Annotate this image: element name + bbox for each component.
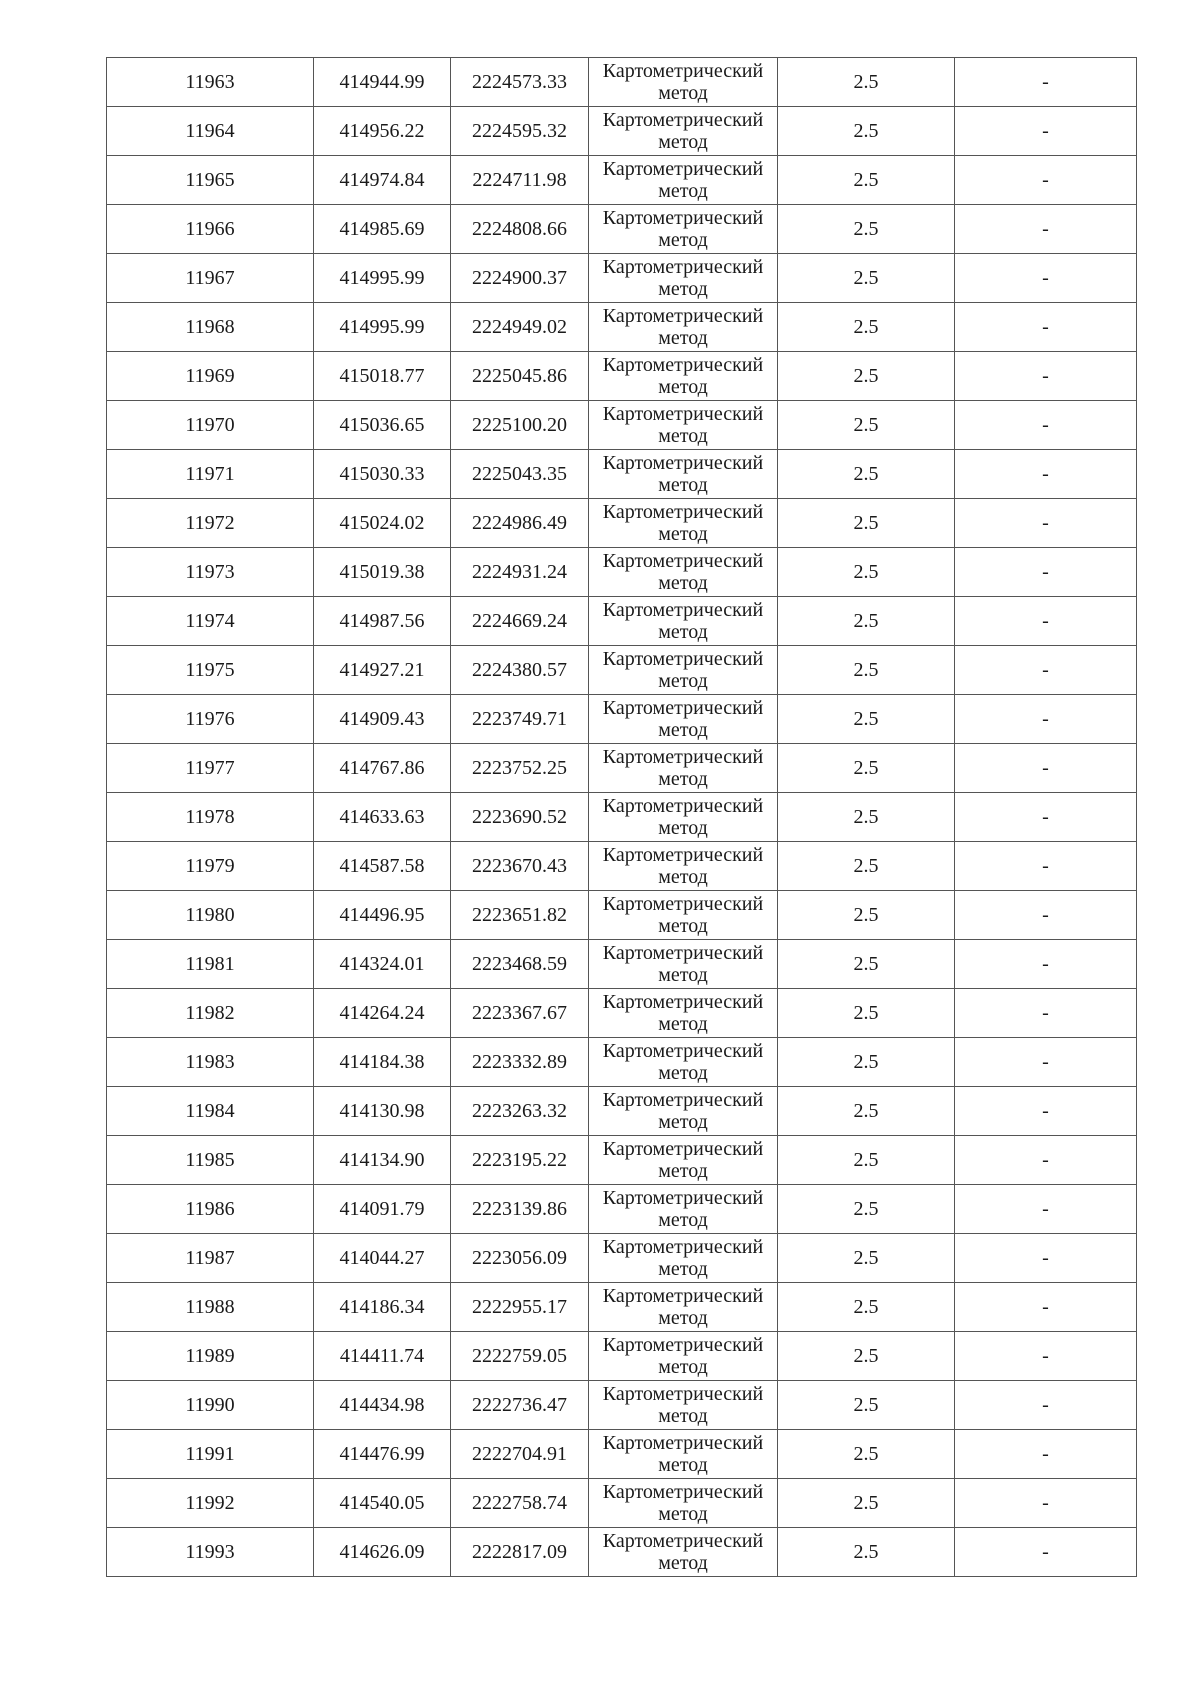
point-number-cell: 11975 xyxy=(107,646,314,695)
y-coordinate-cell: 2225045.86 xyxy=(451,352,589,401)
x-coordinate-cell: 414130.98 xyxy=(314,1087,451,1136)
method-text: Картометрический метод xyxy=(602,1236,764,1280)
accuracy-cell: 2.5 xyxy=(778,989,955,1038)
method-cell xyxy=(589,303,778,352)
method-text: Картометрический метод xyxy=(602,452,764,496)
point-number-cell: 11970 xyxy=(107,401,314,450)
table-row xyxy=(107,989,1137,1038)
method-text: Картометрический метод xyxy=(602,697,764,741)
method-cell xyxy=(589,1283,778,1332)
point-number-cell: 11985 xyxy=(107,1136,314,1185)
x-coordinate-cell: 415030.33 xyxy=(314,450,451,499)
accuracy-cell: 2.5 xyxy=(778,1283,955,1332)
y-coordinate-cell: 2224900.37 xyxy=(451,254,589,303)
point-number-cell: 11993 xyxy=(107,1528,314,1577)
method-text: Картометрический метод xyxy=(602,893,764,937)
x-coordinate-cell: 414995.99 xyxy=(314,303,451,352)
method-text: Картометрический метод xyxy=(602,1040,764,1084)
point-number-cell: 11969 xyxy=(107,352,314,401)
y-coordinate-cell: 2223752.25 xyxy=(451,744,589,793)
method-cell xyxy=(589,744,778,793)
x-coordinate-cell: 415024.02 xyxy=(314,499,451,548)
y-coordinate-cell: 2224931.24 xyxy=(451,548,589,597)
method-text: Картометрический метод xyxy=(602,1530,764,1574)
method-cell xyxy=(589,793,778,842)
accuracy-cell: 2.5 xyxy=(778,1479,955,1528)
y-coordinate-cell: 2223367.67 xyxy=(451,989,589,1038)
method-text: Картометрический метод xyxy=(602,354,764,398)
note-cell: - xyxy=(955,205,1137,254)
y-coordinate-cell: 2223263.32 xyxy=(451,1087,589,1136)
point-number-cell: 11976 xyxy=(107,695,314,744)
note-cell: - xyxy=(955,891,1137,940)
table-row xyxy=(107,58,1137,107)
x-coordinate-cell: 414587.58 xyxy=(314,842,451,891)
x-coordinate-cell: 414496.95 xyxy=(314,891,451,940)
note-cell: - xyxy=(955,646,1137,695)
point-number-cell: 11987 xyxy=(107,1234,314,1283)
note-cell: - xyxy=(955,499,1137,548)
method-cell xyxy=(589,891,778,940)
accuracy-cell: 2.5 xyxy=(778,1381,955,1430)
method-cell xyxy=(589,1430,778,1479)
accuracy-cell: 2.5 xyxy=(778,156,955,205)
method-cell xyxy=(589,1332,778,1381)
table-row xyxy=(107,1234,1137,1283)
table-row xyxy=(107,1479,1137,1528)
x-coordinate-cell: 414767.86 xyxy=(314,744,451,793)
method-text: Картометрический метод xyxy=(602,991,764,1035)
accuracy-cell: 2.5 xyxy=(778,940,955,989)
method-text: Картометрический метод xyxy=(602,1285,764,1329)
accuracy-cell: 2.5 xyxy=(778,1185,955,1234)
x-coordinate-cell: 415019.38 xyxy=(314,548,451,597)
method-text: Картометрический метод xyxy=(602,207,764,251)
table-row xyxy=(107,1185,1137,1234)
method-text: Картометрический метод xyxy=(602,648,764,692)
y-coordinate-cell: 2222704.91 xyxy=(451,1430,589,1479)
accuracy-cell: 2.5 xyxy=(778,499,955,548)
method-cell xyxy=(589,1479,778,1528)
accuracy-cell: 2.5 xyxy=(778,695,955,744)
accuracy-cell: 2.5 xyxy=(778,744,955,793)
y-coordinate-cell: 2224986.49 xyxy=(451,499,589,548)
y-coordinate-cell: 2223690.52 xyxy=(451,793,589,842)
method-cell xyxy=(589,450,778,499)
table-row xyxy=(107,450,1137,499)
x-coordinate-cell: 414985.69 xyxy=(314,205,451,254)
point-number-cell: 11964 xyxy=(107,107,314,156)
accuracy-cell: 2.5 xyxy=(778,1430,955,1479)
y-coordinate-cell: 2224595.32 xyxy=(451,107,589,156)
y-coordinate-cell: 2224669.24 xyxy=(451,597,589,646)
method-cell xyxy=(589,548,778,597)
method-text: Картометрический метод xyxy=(602,501,764,545)
method-text: Картометрический метод xyxy=(602,942,764,986)
method-text: Картометрический метод xyxy=(602,1138,764,1182)
method-text: Картометрический метод xyxy=(602,1334,764,1378)
table-row xyxy=(107,1528,1137,1577)
note-cell: - xyxy=(955,842,1137,891)
point-number-cell: 11983 xyxy=(107,1038,314,1087)
coordinates-table xyxy=(106,57,1137,1577)
table-row xyxy=(107,597,1137,646)
method-cell xyxy=(589,156,778,205)
accuracy-cell: 2.5 xyxy=(778,450,955,499)
point-number-cell: 11980 xyxy=(107,891,314,940)
accuracy-cell: 2.5 xyxy=(778,205,955,254)
point-number-cell: 11989 xyxy=(107,1332,314,1381)
note-cell: - xyxy=(955,940,1137,989)
method-text: Картометрический метод xyxy=(602,1481,764,1525)
accuracy-cell: 2.5 xyxy=(778,1038,955,1087)
table-row xyxy=(107,352,1137,401)
table-row xyxy=(107,1283,1137,1332)
method-cell xyxy=(589,205,778,254)
note-cell: - xyxy=(955,695,1137,744)
point-number-cell: 11977 xyxy=(107,744,314,793)
accuracy-cell: 2.5 xyxy=(778,1332,955,1381)
method-cell xyxy=(589,254,778,303)
table-row xyxy=(107,1087,1137,1136)
point-number-cell: 11981 xyxy=(107,940,314,989)
table-row xyxy=(107,1332,1137,1381)
method-text: Картометрический метод xyxy=(602,1383,764,1427)
accuracy-cell: 2.5 xyxy=(778,793,955,842)
note-cell: - xyxy=(955,1430,1137,1479)
table-row xyxy=(107,842,1137,891)
table-row xyxy=(107,646,1137,695)
y-coordinate-cell: 2223670.43 xyxy=(451,842,589,891)
note-cell: - xyxy=(955,1332,1137,1381)
point-number-cell: 11986 xyxy=(107,1185,314,1234)
y-coordinate-cell: 2224808.66 xyxy=(451,205,589,254)
y-coordinate-cell: 2224949.02 xyxy=(451,303,589,352)
method-text: Картометрический метод xyxy=(602,746,764,790)
accuracy-cell: 2.5 xyxy=(778,254,955,303)
method-text: Картометрический метод xyxy=(602,844,764,888)
x-coordinate-cell: 414909.43 xyxy=(314,695,451,744)
x-coordinate-cell: 414995.99 xyxy=(314,254,451,303)
y-coordinate-cell: 2224711.98 xyxy=(451,156,589,205)
method-cell xyxy=(589,597,778,646)
method-cell xyxy=(589,1381,778,1430)
x-coordinate-cell: 414044.27 xyxy=(314,1234,451,1283)
table-row xyxy=(107,254,1137,303)
table-row xyxy=(107,499,1137,548)
accuracy-cell: 2.5 xyxy=(778,597,955,646)
y-coordinate-cell: 2223651.82 xyxy=(451,891,589,940)
note-cell: - xyxy=(955,744,1137,793)
note-cell: - xyxy=(955,254,1137,303)
point-number-cell: 11990 xyxy=(107,1381,314,1430)
x-coordinate-cell: 414134.90 xyxy=(314,1136,451,1185)
y-coordinate-cell: 2222759.05 xyxy=(451,1332,589,1381)
note-cell: - xyxy=(955,548,1137,597)
note-cell: - xyxy=(955,1087,1137,1136)
table-row xyxy=(107,1381,1137,1430)
method-cell xyxy=(589,1185,778,1234)
method-cell xyxy=(589,499,778,548)
x-coordinate-cell: 414264.24 xyxy=(314,989,451,1038)
point-number-cell: 11965 xyxy=(107,156,314,205)
y-coordinate-cell: 2225043.35 xyxy=(451,450,589,499)
x-coordinate-cell: 414956.22 xyxy=(314,107,451,156)
table-row xyxy=(107,107,1137,156)
accuracy-cell: 2.5 xyxy=(778,1234,955,1283)
table-row xyxy=(107,205,1137,254)
point-number-cell: 11967 xyxy=(107,254,314,303)
x-coordinate-cell: 414974.84 xyxy=(314,156,451,205)
method-cell xyxy=(589,1087,778,1136)
y-coordinate-cell: 2225100.20 xyxy=(451,401,589,450)
x-coordinate-cell: 414944.99 xyxy=(314,58,451,107)
method-text: Картометрический метод xyxy=(602,1432,764,1476)
x-coordinate-cell: 415018.77 xyxy=(314,352,451,401)
method-text: Картометрический метод xyxy=(602,1187,764,1231)
method-text: Картометрический метод xyxy=(602,599,764,643)
method-cell xyxy=(589,989,778,1038)
table-row xyxy=(107,695,1137,744)
x-coordinate-cell: 414540.05 xyxy=(314,1479,451,1528)
method-text: Картометрический метод xyxy=(602,795,764,839)
method-text: Картометрический метод xyxy=(602,60,764,104)
y-coordinate-cell: 2222736.47 xyxy=(451,1381,589,1430)
note-cell: - xyxy=(955,58,1137,107)
y-coordinate-cell: 2224380.57 xyxy=(451,646,589,695)
accuracy-cell: 2.5 xyxy=(778,1087,955,1136)
note-cell: - xyxy=(955,1528,1137,1577)
note-cell: - xyxy=(955,1185,1137,1234)
method-cell xyxy=(589,1528,778,1577)
table-row xyxy=(107,891,1137,940)
method-text: Картометрический метод xyxy=(602,109,764,153)
point-number-cell: 11971 xyxy=(107,450,314,499)
x-coordinate-cell: 414091.79 xyxy=(314,1185,451,1234)
point-number-cell: 11988 xyxy=(107,1283,314,1332)
point-number-cell: 11966 xyxy=(107,205,314,254)
method-cell xyxy=(589,1234,778,1283)
y-coordinate-cell: 2223139.86 xyxy=(451,1185,589,1234)
accuracy-cell: 2.5 xyxy=(778,891,955,940)
table-row xyxy=(107,793,1137,842)
x-coordinate-cell: 414184.38 xyxy=(314,1038,451,1087)
point-number-cell: 11984 xyxy=(107,1087,314,1136)
method-text: Картометрический метод xyxy=(602,1089,764,1133)
note-cell: - xyxy=(955,352,1137,401)
note-cell: - xyxy=(955,989,1137,1038)
point-number-cell: 11992 xyxy=(107,1479,314,1528)
x-coordinate-cell: 414186.34 xyxy=(314,1283,451,1332)
method-text: Картометрический метод xyxy=(602,256,764,300)
method-text: Картометрический метод xyxy=(602,305,764,349)
accuracy-cell: 2.5 xyxy=(778,1136,955,1185)
method-text: Картометрический метод xyxy=(602,158,764,202)
table-row xyxy=(107,1038,1137,1087)
accuracy-cell: 2.5 xyxy=(778,303,955,352)
y-coordinate-cell: 2223195.22 xyxy=(451,1136,589,1185)
method-text: Картометрический метод xyxy=(602,403,764,447)
method-cell xyxy=(589,107,778,156)
note-cell: - xyxy=(955,303,1137,352)
x-coordinate-cell: 415036.65 xyxy=(314,401,451,450)
point-number-cell: 11979 xyxy=(107,842,314,891)
point-number-cell: 11972 xyxy=(107,499,314,548)
y-coordinate-cell: 2224573.33 xyxy=(451,58,589,107)
x-coordinate-cell: 414324.01 xyxy=(314,940,451,989)
note-cell: - xyxy=(955,793,1137,842)
method-cell xyxy=(589,352,778,401)
y-coordinate-cell: 2222817.09 xyxy=(451,1528,589,1577)
accuracy-cell: 2.5 xyxy=(778,107,955,156)
note-cell: - xyxy=(955,1479,1137,1528)
accuracy-cell: 2.5 xyxy=(778,646,955,695)
accuracy-cell: 2.5 xyxy=(778,401,955,450)
x-coordinate-cell: 414626.09 xyxy=(314,1528,451,1577)
method-cell xyxy=(589,1136,778,1185)
point-number-cell: 11974 xyxy=(107,597,314,646)
y-coordinate-cell: 2223332.89 xyxy=(451,1038,589,1087)
method-cell xyxy=(589,940,778,989)
x-coordinate-cell: 414633.63 xyxy=(314,793,451,842)
y-coordinate-cell: 2223468.59 xyxy=(451,940,589,989)
note-cell: - xyxy=(955,401,1137,450)
table-row xyxy=(107,548,1137,597)
table-row xyxy=(107,744,1137,793)
note-cell: - xyxy=(955,450,1137,499)
x-coordinate-cell: 414927.21 xyxy=(314,646,451,695)
method-cell xyxy=(589,1038,778,1087)
point-number-cell: 11963 xyxy=(107,58,314,107)
y-coordinate-cell: 2222955.17 xyxy=(451,1283,589,1332)
method-cell xyxy=(589,58,778,107)
point-number-cell: 11973 xyxy=(107,548,314,597)
note-cell: - xyxy=(955,597,1137,646)
note-cell: - xyxy=(955,1038,1137,1087)
point-number-cell: 11968 xyxy=(107,303,314,352)
note-cell: - xyxy=(955,1283,1137,1332)
accuracy-cell: 2.5 xyxy=(778,842,955,891)
table-row xyxy=(107,401,1137,450)
table-row xyxy=(107,1136,1137,1185)
point-number-cell: 11978 xyxy=(107,793,314,842)
table-row xyxy=(107,303,1137,352)
x-coordinate-cell: 414987.56 xyxy=(314,597,451,646)
y-coordinate-cell: 2223749.71 xyxy=(451,695,589,744)
accuracy-cell: 2.5 xyxy=(778,548,955,597)
x-coordinate-cell: 414411.74 xyxy=(314,1332,451,1381)
point-number-cell: 11982 xyxy=(107,989,314,1038)
table-row xyxy=(107,156,1137,205)
accuracy-cell: 2.5 xyxy=(778,1528,955,1577)
table-row xyxy=(107,940,1137,989)
method-cell xyxy=(589,842,778,891)
note-cell: - xyxy=(955,156,1137,205)
method-cell xyxy=(589,695,778,744)
note-cell: - xyxy=(955,1381,1137,1430)
y-coordinate-cell: 2222758.74 xyxy=(451,1479,589,1528)
accuracy-cell: 2.5 xyxy=(778,58,955,107)
note-cell: - xyxy=(955,107,1137,156)
table-row xyxy=(107,1430,1137,1479)
table-body xyxy=(107,58,1137,1577)
method-text: Картометрический метод xyxy=(602,550,764,594)
point-number-cell: 11991 xyxy=(107,1430,314,1479)
note-cell: - xyxy=(955,1136,1137,1185)
method-cell xyxy=(589,401,778,450)
x-coordinate-cell: 414476.99 xyxy=(314,1430,451,1479)
method-cell xyxy=(589,646,778,695)
x-coordinate-cell: 414434.98 xyxy=(314,1381,451,1430)
accuracy-cell: 2.5 xyxy=(778,352,955,401)
y-coordinate-cell: 2223056.09 xyxy=(451,1234,589,1283)
note-cell: - xyxy=(955,1234,1137,1283)
